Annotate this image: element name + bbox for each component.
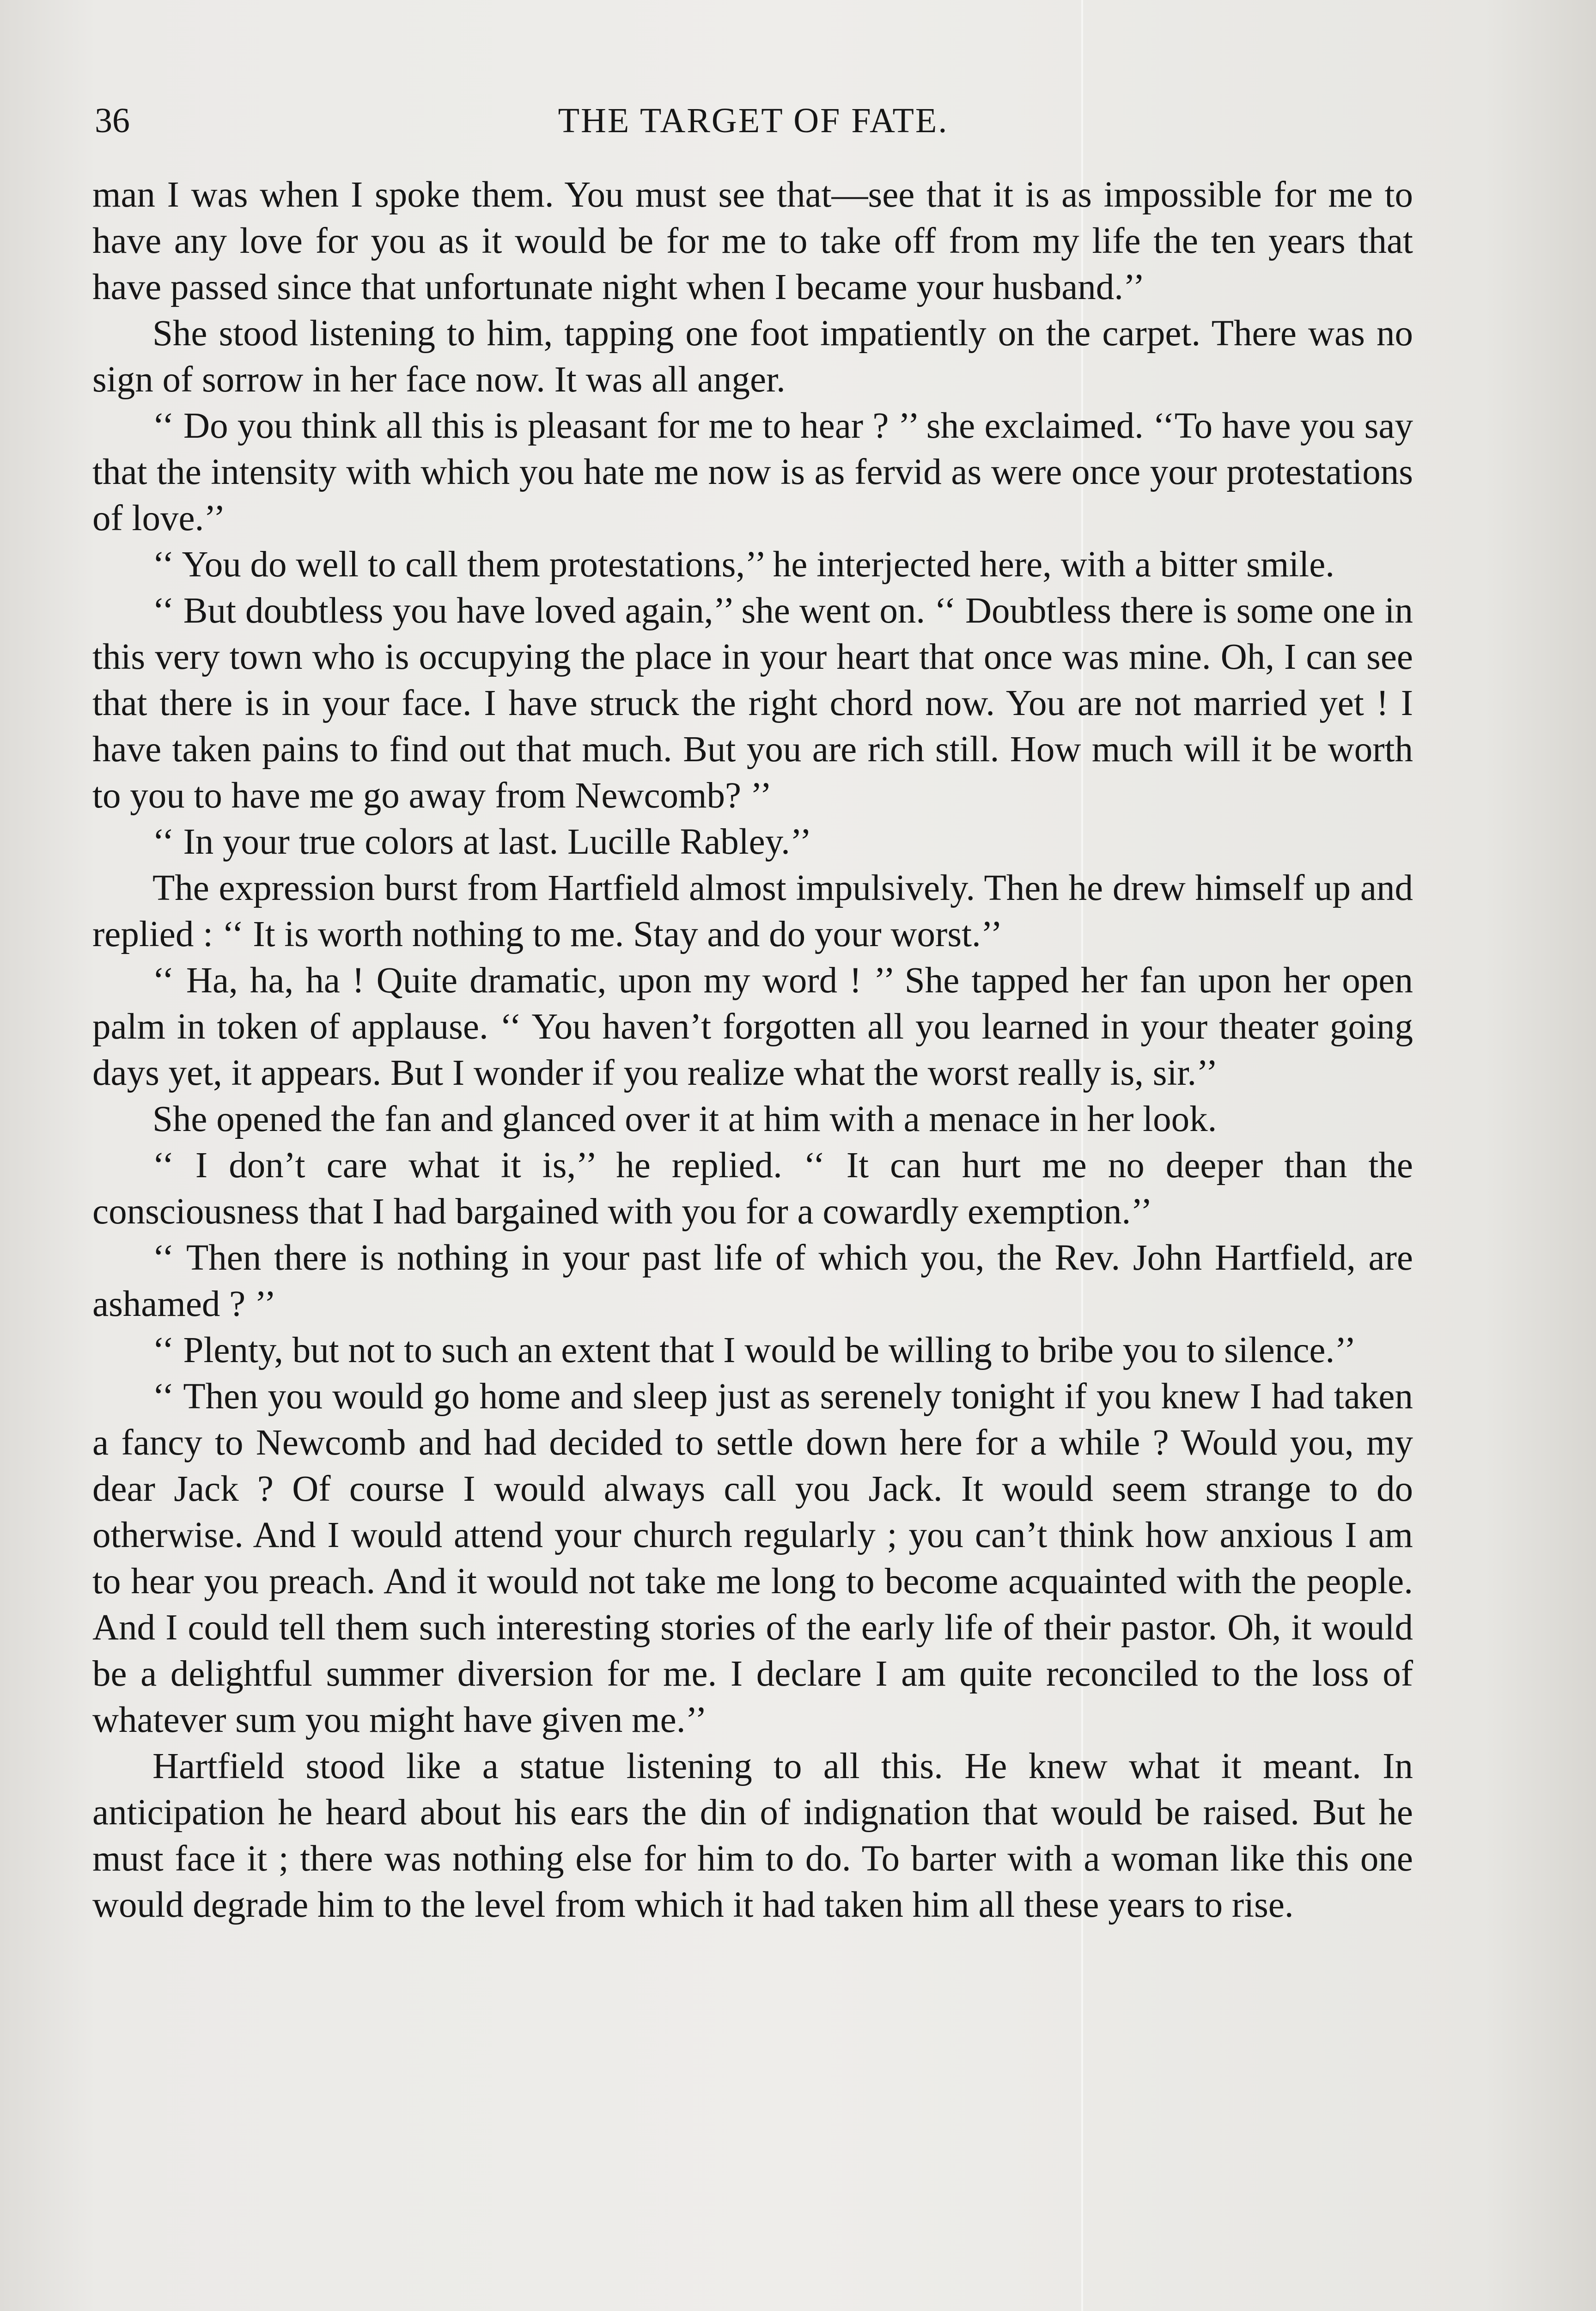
- page-number: 36: [95, 101, 130, 140]
- paragraph: ‘‘ Then you would go home and sleep just as serenely tonight if you knew I had taken a fancy to Newcomb and had decided to settle down here for a while ? Would you, my dear Jack ? Of course I would always call you Jack. It would seem strange to do otherwise. And I would attend your church regularly ; you can’t think how anxious I am to hear you preach. And it would not take me long to become acquainted with the people. And I could tell them such interesting stories of the early life of their pastor. Oh, it would be a delightful summer diversion for me. I declare I am quite reconciled to the loss of whatever sum you might have given me.’’: [92, 1376, 1413, 1740]
- body-text: [92, 172, 1413, 1928]
- paragraph: ‘‘ Do you think all this is pleasant for me to hear ? ’’ she exclaimed. ‘‘To have you say that the intensity with which you hate me now is as fervid as were once your protestations of love.’’: [92, 406, 1413, 538]
- running-title: THE TARGET OF FATE.: [558, 101, 949, 140]
- paragraph: ‘‘ Plenty, but not to such an extent that I would be willing to bribe you to silence.’’: [152, 1330, 1356, 1370]
- page-header: [95, 101, 1412, 142]
- paragraph: ‘‘ You do well to call them protestations,’’ he interjected here, with a bitter smile.: [152, 544, 1335, 585]
- paragraph: Hartfield stood like a statue listening to all this. He knew what it meant. In anticipation he heard about his ears the din of indignation that would be raised. But he must face it ; there was nothing else for him to do. To barter with a woman like this one would degrade him to the level from which it had taken him all these years to rise.: [92, 1746, 1413, 1925]
- paragraph: ‘‘ I don’t care what it is,’’ he replied. ‘‘ It can hurt me no deeper than the consciousness that I had bargained with you for a cowardly exemption.’’: [92, 1145, 1413, 1232]
- paragraph: ‘‘ But doubtless you have loved again,’’ she went on. ‘‘ Doubtless there is some one in this very town who is occupying the place in your heart that once was mine. Oh, I can see that there is in your face. I have struck the right chord now. You are not married yet ! I have taken pains to find out that much. But you are rich still. How much will it be worth to you to have me go away from Newcomb? ’’: [92, 591, 1413, 816]
- paragraph: She stood listening to him, tapping one foot impatiently on the carpet. There was no sign of sorrow in her face now. It was all anger.: [92, 313, 1413, 400]
- paragraph: She opened the fan and glanced over it at him with a menace in her look.: [152, 1099, 1217, 1139]
- paragraph: ‘‘ In your true colors at last. Lucille Rabley.’’: [152, 822, 812, 862]
- paragraph: ‘‘ Then there is nothing in your past life of which you, the Rev. John Hartfield, are ashamed ? ’’: [92, 1238, 1413, 1324]
- paragraph: ‘‘ Ha, ha, ha ! Quite dramatic, upon my word ! ’’ She tapped her fan upon her open palm in token of applause. ‘‘ You haven’t forgotten all you learned in your theater going days yet, it appears. But I wonder if you realize what the worst really is, sir.’’: [92, 960, 1413, 1093]
- paragraph: The expression burst from Hartfield almost impulsively. Then he drew himself up and replied : ‘‘ It is worth nothing to me. Stay and do your worst.’’: [92, 868, 1413, 954]
- paragraph: man I was when I spoke them. You must see that—see that it is as impossible for me to have any love for you as it would be for me to take off from my life the ten years that have passed since that unfortunate night when I became your husband.’’: [92, 175, 1413, 307]
